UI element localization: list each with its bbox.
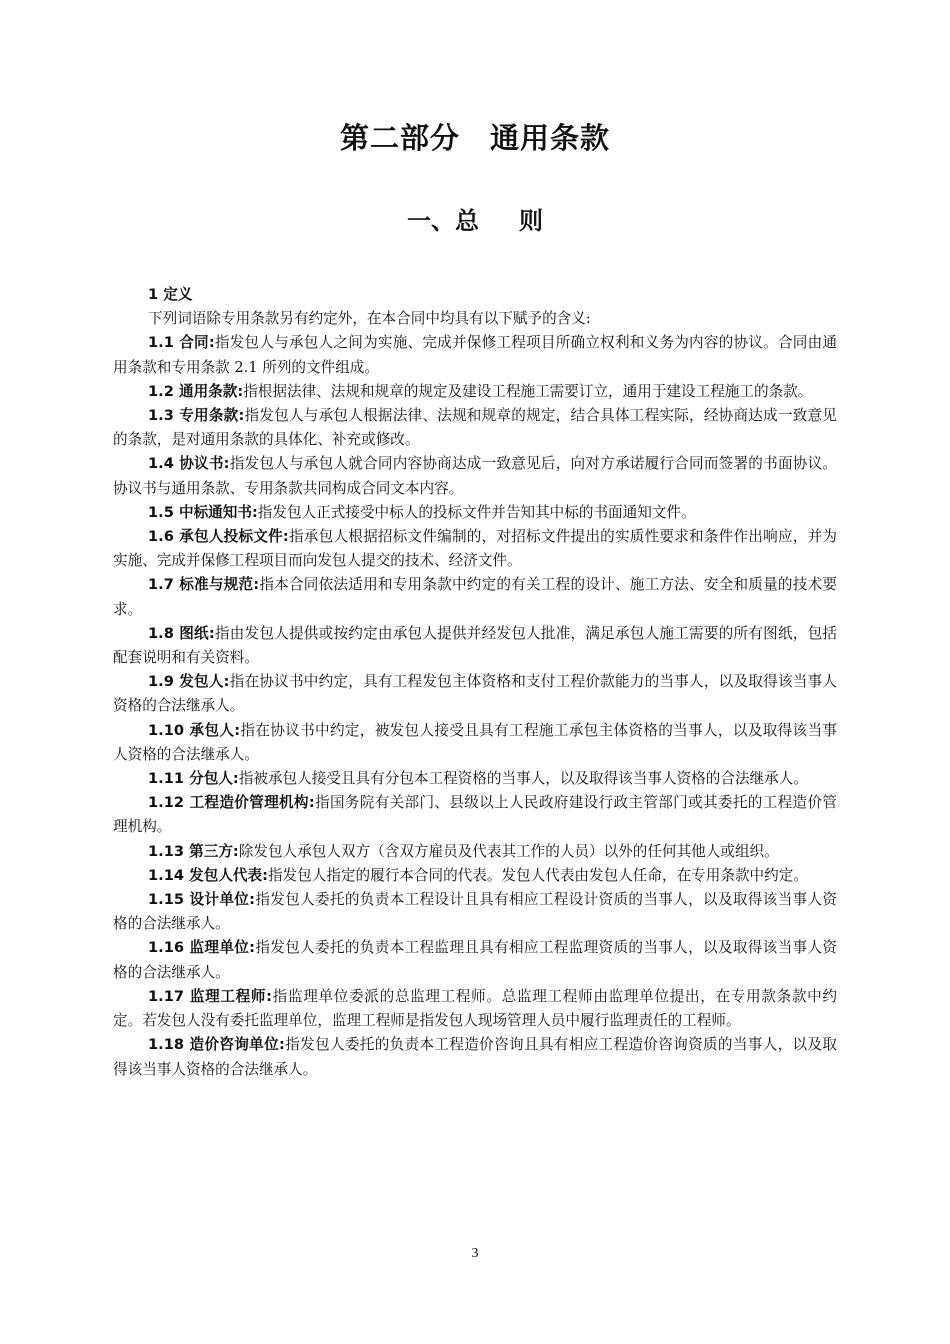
definition-term-label: 承包人投标文件: [179,528,289,546]
definition-text: 指国务院有关部门、县级以上人民政府建设行政主管部门或其委托的工程造价管理机构。 [113,794,837,836]
section-title-second: 则 [519,207,543,235]
definition-text: 指发包人委托的负责本工程监理且具有相应工程监理资质的当事人，以及取得该当事人资格的合法继承人。 [113,939,837,981]
definition-number: 1.14 [148,866,185,884]
definition-term [148,867,268,884]
definition-term-label: 承包人: [189,721,241,739]
definition-number: 1.12 [148,794,185,812]
definition-number: 1.8 [148,624,174,642]
definition-term-label: 监理单位: [189,939,255,957]
definition-term-label: 标准与规范: [179,576,260,594]
definition-number: 1.6 [148,528,174,546]
definition-text: 指监理单位委派的总监理工程师。总监理工程师由监理单位提出，在专用款条款中约定。若发包人没有委托监理单位，监理工程师是指发包人现场管理人员中履行监理责任的工程师。 [113,987,837,1030]
definition-number: 1.15 [148,891,185,909]
definition-term-label: 第三方: [189,842,239,860]
definition-term-label: 发包人: [179,673,230,691]
definition-text: 指发包人委托的负责本工程造价咨询且具有相应工程造价咨询资质的当事人，以及取得该当事人资格的合法继承人。 [113,1036,837,1078]
definition-term [148,1036,285,1053]
definition-number: 1.17 [148,987,185,1005]
definition-text: 除发包人承包人双方（含双方雇员及代表其工作的人员）以外的任何其他人或组织。 [238,842,779,860]
definition-item [113,936,837,984]
definition-text: 指发包人委托的负责本工程设计且具有相应工程设计资质的当事人，以及取得该当事人资格的合法继承人。 [113,891,837,933]
definition-item [113,840,837,864]
definition-item [113,719,837,767]
definitions-list [113,331,837,1081]
definition-number: 1.16 [148,939,185,957]
definition-text: 指在协议书中约定，具有工程发包主体资格和支付工程价款能力的当事人，以及取得该当事人资格的合法继承人。 [113,673,837,715]
definition-item [113,452,837,500]
definition-item [113,573,837,621]
definition-text: 指发包人与承包人就合同内容协商达成一致意见后，向对方承诺履行合同而签署的书面协议。协议书与通用条款、专用条款共同构成合同文本内容。 [113,455,837,497]
definition-term [148,576,259,593]
definition-term [148,843,239,860]
definition-term-label: 工程造价管理机构: [189,794,315,812]
definition-term [148,528,289,545]
definition-term-label: 发包人代表: [189,866,268,884]
definition-term [148,673,229,690]
definition-term [148,455,229,472]
definition-term-label: 专用条款: [179,407,245,425]
definition-item [113,888,837,936]
page-number: 3 [471,1246,479,1261]
part-title-number: 第二部分 [339,121,460,155]
definition-term-label: 合同: [179,334,215,352]
clause-heading: 1 定义 [148,286,193,303]
definition-term-label: 图纸: [179,624,215,642]
section-title-first: 一、总 [407,207,479,235]
definition-item [113,525,837,573]
definition-item [113,864,837,888]
definition-term-label: 造价咨询单位: [189,1036,285,1054]
definition-text: 指承包人根据招标文件编制的，对招标文件提出的实质性要求和条件作出响应，并为实施、完成并保修工程项目而向发包人提交的技术、经济文件。 [113,528,837,570]
intro-paragraph: 下列词语除专用条款另有约定外，在本合同中均具有以下赋予的含义: [148,310,591,328]
definition-term [148,383,243,400]
definition-term [148,891,255,908]
definition-term [148,794,315,811]
definition-term-label: 设计单位: [189,891,255,909]
definition-item [113,791,837,839]
definition-number: 1.13 [148,842,185,860]
definition-number: 1.10 [148,721,185,739]
definition-term [148,722,240,739]
definition-item [113,670,837,718]
definition-text: 指本合同依法适用和专用条款中约定的有关工程的设计、施工方法、安全和质量的技术要求。 [113,576,837,618]
definition-term-label: 分包人: [189,770,239,788]
definition-number: 1.7 [148,576,174,594]
definition-item [113,1033,837,1081]
definition-number: 1.5 [148,503,174,521]
definition-number: 1.1 [148,334,174,352]
definition-text: 指根据法律、法规和规章的规定及建设工程施工需要订立，通用于建设工程施工的条款。 [243,382,813,400]
definition-text: 指发包人指定的履行本合同的代表。发包人代表由发包人任命，在专用条款中约定。 [267,866,808,884]
definition-item [113,767,837,791]
definition-item [113,380,837,404]
definition-term [148,939,255,956]
document-body [113,283,837,1082]
definition-term-label: 通用条款: [178,382,244,400]
definition-number: 1.11 [148,770,185,788]
definition-number: 1.18 [148,1036,185,1054]
part-title [0,118,950,158]
definition-item [113,985,837,1033]
definition-text: 指在协议书中约定，被发包人接受且具有工程施工承包主体资格的当事人，以及取得该当事人资格的合法继承人。 [113,721,837,763]
definition-term [148,988,272,1005]
definition-number: 1.9 [148,673,174,691]
definition-term [148,334,215,351]
definition-term [148,770,239,787]
definition-number: 1.2 [148,382,174,400]
definition-text: 指发包人与承包人之间为实施、完成并保修工程项目所确立权利和义务为内容的协议。合同由通用条款和专用条款 2.1 所列的文件组成。 [113,334,837,376]
definition-number: 1.4 [148,455,174,473]
definition-term [148,407,244,424]
definition-term [148,504,258,521]
definition-number: 1.3 [148,407,174,425]
definition-term-label: 协议书: [179,455,230,473]
definition-text: 指被承包人接受且具有分包本工程资格的当事人，以及取得该当事人资格的合法继承人。 [238,770,808,788]
definition-item [113,622,837,670]
definition-item [113,331,837,379]
section-title [0,203,950,239]
part-title-name: 通用条款 [490,121,611,155]
definition-text: 指由发包人提供或按约定由承包人提供并经发包人批准，满足承包人施工需要的所有图纸，包括配套说明和有关资料。 [113,624,837,667]
definition-text: 指发包人与承包人根据法律、法规和规章的规定，结合具体工程实际，经协商达成一致意见的条款，是对通用条款的具体化、补充或修改。 [113,407,837,449]
definition-term [148,625,215,642]
definition-item [113,501,837,525]
definition-term-label: 监理工程师: [189,987,272,1005]
definition-text: 指发包人正式接受中标人的投标文件并告知其中标的书面通知文件。 [257,503,696,521]
definition-item [113,404,837,452]
definition-term-label: 中标通知书: [178,503,258,521]
